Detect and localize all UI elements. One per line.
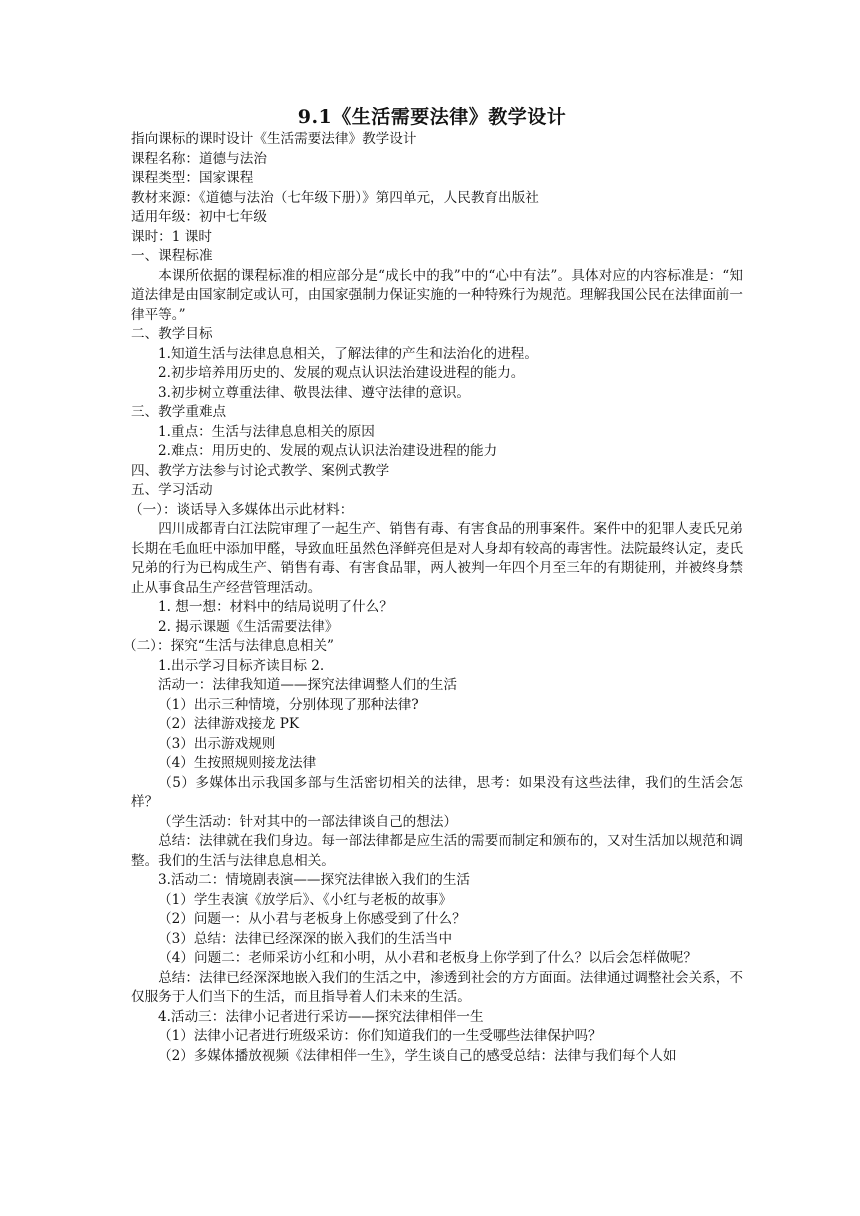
goal-item: 1.知道生活与法律息息相关，了解法律的产生和法治化的进程。 [158, 345, 538, 362]
section-heading-methods: 四、教学方法参与讨论式教学、案例式教学 [131, 462, 390, 479]
part1-item: 2. 揭示课题《生活需要法律》 [158, 618, 339, 635]
part2-line: 1.出示学习目标齐读目标 2. [158, 657, 325, 674]
part3-line: （2）问题一：从小君与老板身上你感受到了什么？ [158, 911, 466, 927]
summary-paragraph: 总结：法律已经深深地嵌入我们的生活之中，渗透到社会的方方面面。法律通过调整社会关系，不仅服务于人们当下的生活，而且指导着人们未来的生活。 [131, 969, 743, 1005]
part2-line: （1）出示三种情境，分别体现了那种法律? [158, 696, 419, 713]
part2-heading: （二）：探究“生活与法律息息相关” [123, 638, 335, 654]
activity-one-title: 活动一：法律我知道——探究法律调整人们的生活 [158, 677, 458, 693]
course-type-line: 课程类型：国家课程 [131, 170, 254, 186]
key-item: 2.难点：用历史的、发展的观点认识法治建设进程的能力 [158, 443, 498, 459]
activity-three-title: 4.活动三：法律小记者进行采访——探究法律相伴一生 [158, 1008, 484, 1025]
class-hours-line: 课时：1 课时 [131, 228, 212, 245]
subtitle-line: 指向课标的课时设计《生活需要法律》教学设计 [131, 131, 417, 147]
part4-line: （1）法律小记者进行班级采访：你们知道我们的一生受哪些法律保护吗？ [158, 1028, 602, 1044]
course-name-line: 课程名称：道德与法治 [131, 150, 267, 167]
part2-line: （4）生按照规则接龙法律 [158, 755, 317, 771]
part3-paragraph: （4）问题二：老师采访小红和小明，从小君和老板身上你学到了什么？以后会怎样做呢？ [158, 950, 697, 966]
part4-line: （2）多媒体播放视频《法律相伴一生》，学生谈自己的感受总结：法律与我们每个人如 [158, 1047, 677, 1064]
part2-line: （2）法律游戏接龙 PK [158, 716, 300, 732]
goal-item: 2.初步培养用历史的、发展的观点认识法治建设进程的能力。 [158, 365, 525, 381]
section-heading-goals: 二、教学目标 [131, 326, 213, 342]
part1-item: 1. 想一想：材料中的结局说明了什么？ [158, 599, 393, 615]
part3-line: （3）总结：法律已经深深的嵌入我们的生活当中 [158, 930, 453, 947]
document-title: 9.1《生活需要法律》教学设计 [297, 106, 567, 128]
activity-two-title: 3.活动二：情境剧表演——探究法律嵌入我们的生活 [158, 872, 471, 888]
part2-paragraph: （5）多媒体出示我国多部与生活密切相关的法律，思考：如果没有这些法律，我们的生活会怎样？ [131, 774, 743, 810]
standard-paragraph: 本课所依据的课程标准的相应部分是“成长中的我”中的“心中有法”。具体对应的内容标准是：“知道法律是由国家制定或认可，由国家强制力保证实施的一种特殊行为规范。理解我国公民在法律面前一律平等。” [131, 267, 743, 323]
part1-heading: （一）：谈话导入多媒体出示此材料： [129, 501, 354, 518]
part2-line: （3）出示游戏规则 [158, 735, 276, 752]
section-heading-keys: 三、教学重难点 [131, 404, 227, 420]
grade-line: 适用年级：初中七年级 [131, 209, 267, 225]
part3-line: （1）学生表演《放学后》、《小红与老板的故事》 [158, 891, 453, 908]
case-paragraph: 四川成都青白江法院审理了一起生产、销售有毒、有害食品的刑事案件。案件中的犯罪人麦氏兄弟长期在毛血旺中添加甲醛，导致血旺虽然色泽鲜亮但是对人身却有较高的毒害性。法院最终认定，麦氏兄弟的行为已构成生产、销售有毒、有害食品罪，两人被判一年四个月至三年的有期徒刑，并被终身禁止从事食品生产经营管理活动。 [131, 521, 743, 596]
document-body [123, 104, 743, 1066]
section-heading-standard: 一、课程标准 [131, 248, 213, 264]
goal-item: 3.初步树立尊重法律、敬畏法律、遵守法律的意识。 [158, 384, 471, 401]
key-item: 1.重点：生活与法律息息相关的原因 [158, 423, 375, 440]
summary-paragraph: 总结：法律就在我们身边。每一部法律都是应生活的需要而制定和颁布的，又对生活加以规范和调整。我们的生活与法律息息相关。 [131, 833, 743, 869]
student-activity-line: （学生活动：针对其中的一部法律谈自己的想法） [158, 813, 458, 830]
textbook-source-line: 教材来源：《道德与法治（七年级下册）》第四单元，人民教育出版社 [131, 189, 539, 206]
section-heading-activities: 五、学习活动 [131, 482, 213, 498]
